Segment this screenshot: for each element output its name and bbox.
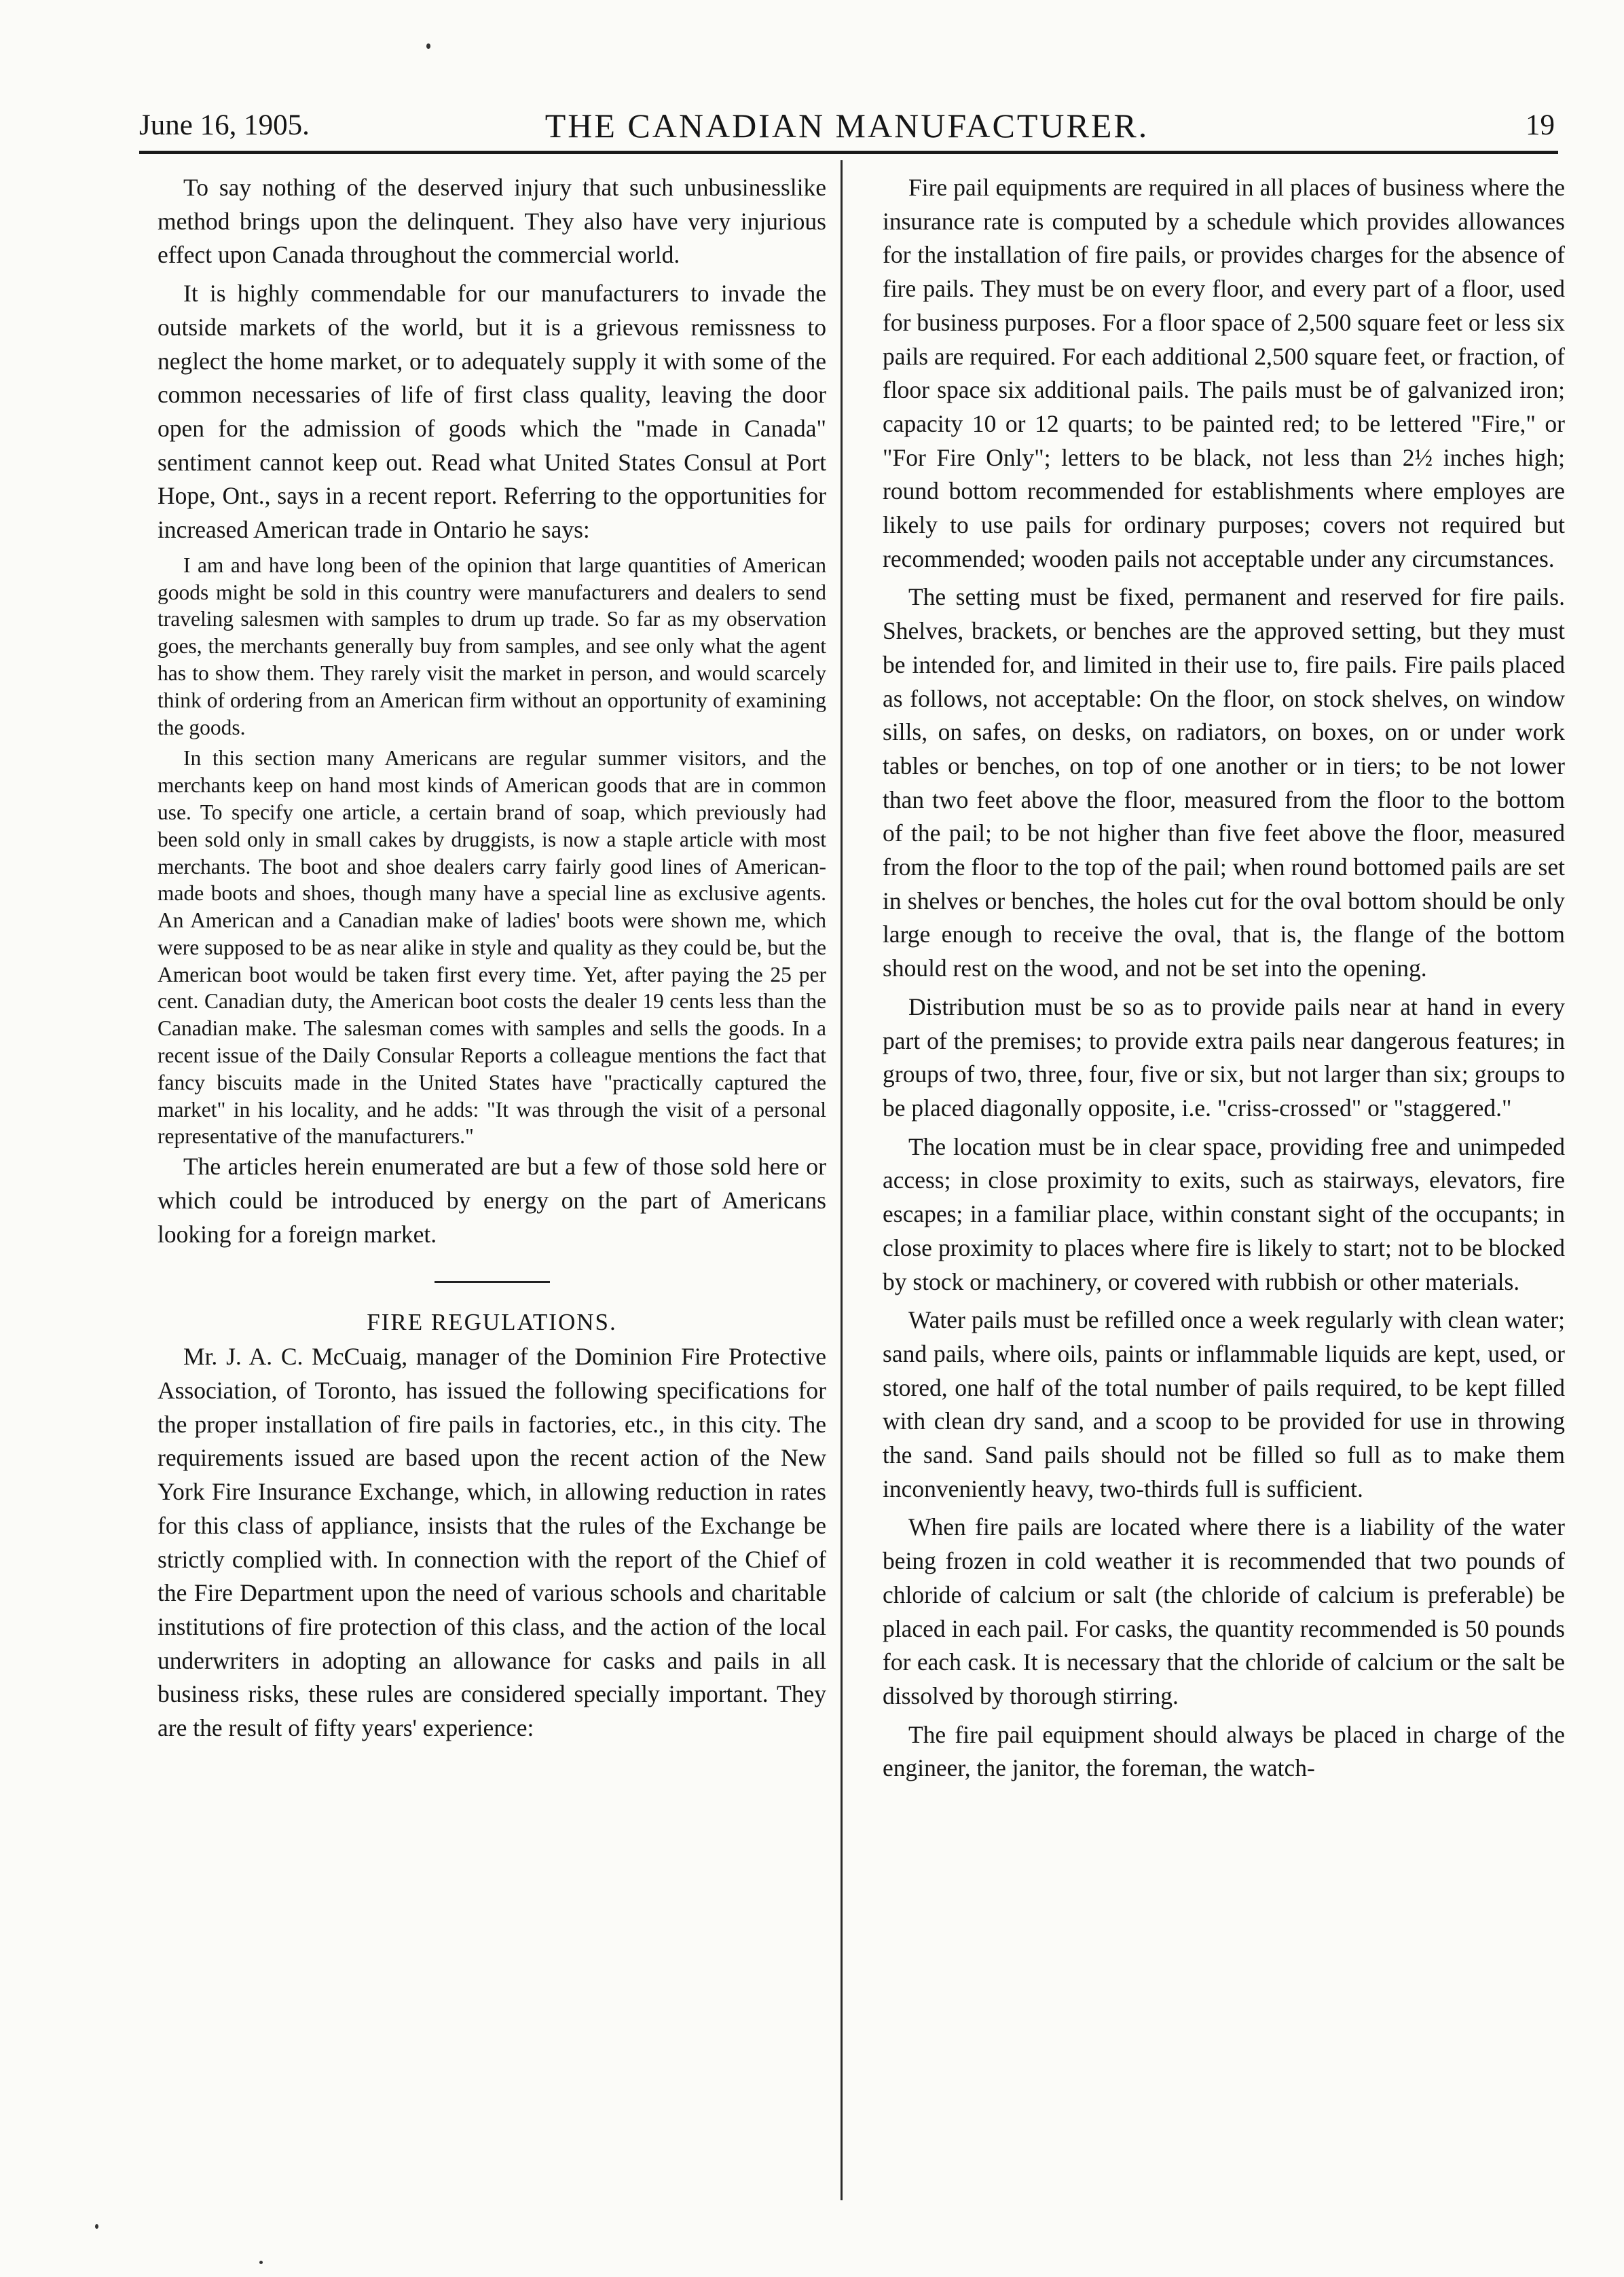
print-speck xyxy=(95,2224,98,2229)
quote-paragraph: I am and have long been of the opinion that large quantities of American goods might be sold in this country were manufacturers and dealers to send traveling salesmen with samples to drum up trade. So far as my observation goes, the merchants generally buy from samples, and see only what the agent has to show them. They rarely visit the market in person, and would scarcely think of ordering from an American firm without an opportunity of examining the goods. xyxy=(158,553,826,739)
print-speck xyxy=(259,2261,263,2264)
paragraph: Mr. J. A. C. McCuaig, manager of the Dominion Fire Protective Association, of Toronto, has issued the following specifications for the proper installation of fire pails in factories, etc., in this city. The requirements issued are based upon the recent action of the New York Fire Insurance Exchange, which, in allowing reduction in rates for this class of appliance, insists that the rules of the Exchange be strictly complied with. In connection with the report of the Chief of the Fire Department upon the need of various schools and charitable institutions of fire protection of this class, and the action of the local underwriters in adopting an allowance for casks and pails in all business risks, these rules are considered specially important. They are the result of fifty years' experience: xyxy=(158,1343,826,1742)
publication-title: THE CANADIAN MANUFACTURER. xyxy=(545,107,1149,145)
paragraph: Fire pail equipments are required in all places of business where the insurance rate is computed by a schedule which provides allowances for the installation of fire pails, or provides charges for the absence of fire pails. They must be on every floor, and every part of a floor, used for business purposes. For a floor space of 2,500 square feet or less six pails are required. For each additional 2,500 square feet, or fraction, of floor space six additional pails. The pails must be of galvanized iron; capacity 10 or 12 quarts; to be painted red; to be lettered "Fire," or "For Fire Only"; letters to be black, not less than 2½ inches high; round bottom recommended for establishments where employes are likely to use pails for ordinary purposes; covers not required but recommended; wooden pails not acceptable under any circumstances. xyxy=(883,174,1565,572)
section-heading: FIRE REGULATIONS. xyxy=(367,1309,617,1336)
paragraph: The setting must be fixed, permanent and reserved for fire pails. Shelves, brackets, or benches are the approved setting, but they must be intended for, and limited in their use to, fire pails. Fire pails placed as follows, not acceptable: On the floor, on stock shelves, on window sills, on safes, on desks, on radiators, on boxes, on or under work tables or benches, on top of one another or in tiers; to be not lower than two feet above the floor, measured from the floor to the bottom of the pail; to be not higher than five feet above the floor, measured from the floor to the top of the pail; when round bottomed pails are set in shelves or benches, the holes cut for the oval bottom should be only large enough to receive the oval, that is, the flange of the bottom should rest on the wood, and not be set into the opening. xyxy=(883,583,1565,982)
header-rule xyxy=(139,151,1558,154)
paragraph: The location must be in clear space, providing free and unimpeded access; in close proximity to exits, such as stairways, elevators, fire escapes; in a familiar place, within constant sight of the occupants; in close proximity to places where fire is likely to start; not to be blocked by stock or machinery, or covered with rubbish or other materials. xyxy=(883,1132,1565,1295)
left-column xyxy=(158,171,826,1750)
column-divider xyxy=(841,160,843,2200)
paragraph: The fire pail equipment should always be placed in charge of the engineer, the janitor, the foreman, the watch- xyxy=(883,1720,1565,1782)
right-column xyxy=(883,171,1565,1790)
paragraph: The articles herein enumerated are but a few of those sold here or which could be introduced by energy on the part of Americans looking for a foreign market. xyxy=(158,1153,826,1248)
consul-report-quote xyxy=(158,552,826,1151)
issue-date: June 16, 1905. xyxy=(139,109,310,141)
paragraph: Water pails must be refilled once a week regularly with clean water; sand pails, where oils, paints or inflammable liquids are kept, used, or stored, one half of the total number of pails required, to be kept filled with clean dry sand, and a scoop to be provided for use in throwing the sand. Sand pails should not be filled so full as to make them inconveniently heavy, two-thirds full is sufficient. xyxy=(883,1306,1565,1502)
section-separator xyxy=(435,1281,550,1283)
page-header xyxy=(139,102,1555,151)
quote-paragraph: In this section many Americans are regular summer visitors, and the merchants keep on hand most kinds of American goods that are in common use. To specify one article, a certain brand of soap, which previously had been sold only in small cakes by druggists, is now a staple article with most merchants. The boot and shoe dealers carry fairly good lines of American-made boots and shoes, though many have a special line as exclusive agents. An American and a Canadian make of ladies' boots were shown me, which were supposed to be as near alike in style and quality as they could be, but the American boot would be taken first every time. Yet, after paying the 25 per cent. Canadian duty, the American boot costs the dealer 19 cents less than the Canadian make. The salesman comes with samples and sells the goods. In a recent issue of the Daily Consular Reports a colleague mentions the fact that fancy biscuits made in the United States have "practically captured the market" in his locality, and he adds: "It was through the visit of a personal representative of the manufacturers." xyxy=(158,746,826,1149)
paragraph: To say nothing of the deserved injury that such unbusinesslike method brings upon the delinquent. They also have very injurious effect upon Canada throughout the commercial world. xyxy=(158,174,826,269)
paragraph: When fire pails are located where there is a liability of the water being frozen in cold weather it is recommended that two pounds of chloride of calcium or salt (the chloride of calcium is preferable) be placed in each pail. For casks, the quantity recommended is 50 pounds for each cask. It is necessary that the chloride of calcium or the salt be dissolved by thorough stirring. xyxy=(883,1513,1565,1709)
paragraph: It is highly commendable for our manufacturers to invade the outside markets of the world, but it is a grievous remissness to neglect the home market, or to adequately supply it with some of the common necessaries of life of first class quality, leaving the door open for the admission of goods which the "made in Canada" sentiment cannot keep out. Read what United States Consul at Port Hope, Ont., says in a recent report. Referring to the opportunities for increased American trade in Ontario he says: xyxy=(158,280,826,544)
paragraph: Distribution must be so as to provide pails near at hand in every part of the premises; to provide extra pails near dangerous features; in groups of two, three, four, five or six, but not larger than six; groups to be placed diagonally opposite, i.e. "criss-crossed" or "staggered." xyxy=(883,993,1565,1122)
print-speck xyxy=(426,43,430,49)
page-number: 19 xyxy=(1526,109,1555,141)
